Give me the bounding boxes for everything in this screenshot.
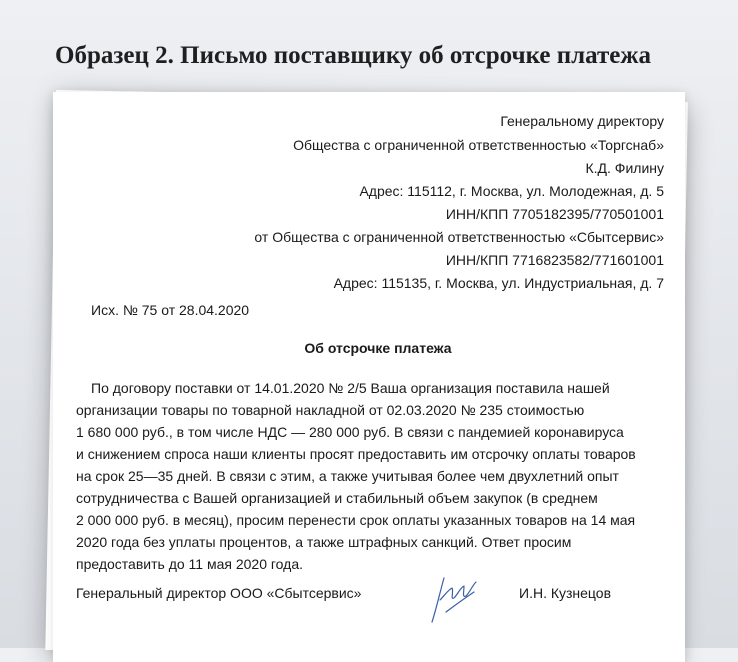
page-title: Образец 2. Письмо поставщику об отсрочке платежа bbox=[55, 42, 652, 69]
sender-line: Адрес: 115135, г. Москва, ул. Индустриальная, д. 7 bbox=[333, 275, 664, 291]
body-line: предоставить до 11 мая 2020 года. bbox=[76, 556, 304, 572]
outgoing-reference: Исх. № 75 от 28.04.2020 bbox=[91, 302, 250, 318]
body-line: По договору поставки от 14.01.2020 № 2/5 Ваша организация поставила нашей bbox=[91, 380, 610, 396]
addressee-line: К.Д. Филину bbox=[585, 160, 664, 176]
body-line: 2 000 000 руб. в месяц), просим перенести срок оплаты указанных товаров на 14 мая bbox=[76, 512, 636, 528]
sender-line: от Общества с ограниченной ответственностью «Сбытсервис» bbox=[254, 229, 664, 245]
addressee-line: Адрес: 115112, г. Москва, ул. Молодежная, д. 5 bbox=[359, 183, 664, 199]
letter-subject: Об отсрочке платежа bbox=[304, 340, 452, 356]
body-line: на срок 25—35 дней. В связи с этим, а также учитывая более чем двухлетний опыт bbox=[76, 468, 619, 484]
sender-line: ИНН/КПП 7716823582/771601001 bbox=[445, 252, 664, 268]
letter-sheet bbox=[53, 92, 685, 662]
signer-name: И.Н. Кузнецов bbox=[519, 585, 612, 601]
body-line: сотрудничества с Вашей организацией и стабильный объем закупок (в среднем bbox=[76, 490, 598, 506]
addressee-line: Общества с ограниченной ответственностью «Торгснаб» bbox=[293, 137, 664, 153]
body-line: и снижением спроса наши клиенты просят предоставить им отсрочку оплаты товаров bbox=[76, 446, 636, 462]
body-line: организации товары по товарной накладной от 02.03.2020 № 235 стоимостью bbox=[76, 402, 585, 418]
addressee-line: Генеральному директору bbox=[500, 113, 664, 129]
signer-position: Генеральный директор ООО «Сбытсервис» bbox=[76, 585, 362, 601]
addressee-line: ИНН/КПП 7705182395/770501001 bbox=[445, 206, 664, 222]
body-line: 1 680 000 руб., в том числе НДС — 280 000 руб. В связи с пандемией коронавируса bbox=[76, 424, 624, 440]
handwritten-signature bbox=[426, 570, 482, 626]
body-line: 2020 года без уплаты процентов, а также штрафных санкций. Ответ просим bbox=[76, 534, 572, 550]
